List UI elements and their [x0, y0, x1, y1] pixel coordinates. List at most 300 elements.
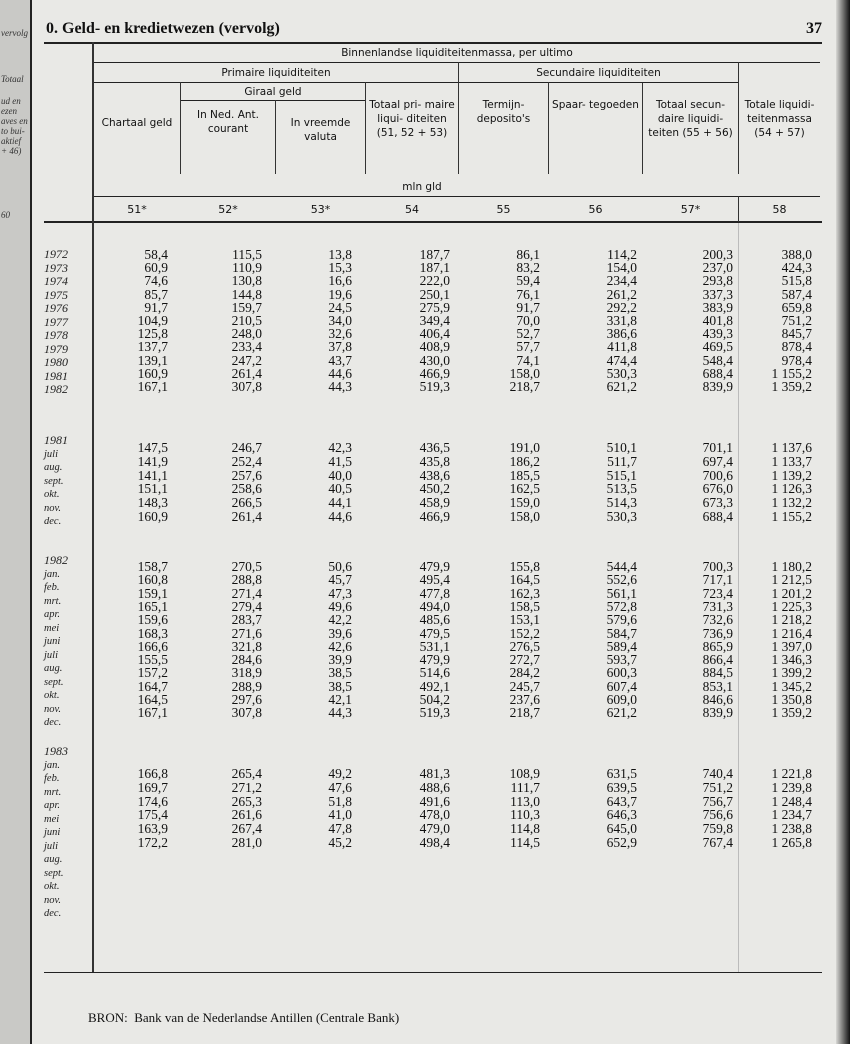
- cell: 45,2: [328, 835, 352, 850]
- cell: 111,7: [510, 779, 540, 795]
- header-primary: Primaire liquiditeiten: [221, 67, 331, 79]
- cell: 297,6: [231, 692, 262, 707]
- cell: 258,6: [231, 481, 262, 497]
- row-label: 1977: [44, 314, 68, 329]
- cell: 1 359,2: [771, 379, 812, 394]
- cell: 130,8: [231, 273, 262, 289]
- cell: 288,8: [231, 572, 262, 588]
- cell: 1 139,2: [771, 467, 812, 483]
- cell: 270,5: [231, 559, 262, 574]
- cell: 164,7: [137, 678, 168, 694]
- cell: 514,3: [606, 495, 637, 511]
- rule: [92, 62, 820, 63]
- cell: 307,8: [231, 379, 262, 394]
- cell: 515,1: [606, 467, 637, 483]
- cell: 166,8: [137, 766, 168, 781]
- cell: 271,2: [231, 779, 262, 795]
- row-label: apr.: [44, 609, 61, 620]
- cell: 74,1: [516, 352, 540, 368]
- cell: 158,7: [137, 559, 168, 574]
- margin-fragment: aktief: [1, 136, 21, 146]
- cell: 40,0: [328, 467, 352, 483]
- column-header: Totale liquidi- teitenmassa (54 + 57): [744, 99, 815, 139]
- cell: 104,9: [137, 313, 168, 328]
- cell: 167,1: [137, 705, 168, 721]
- cell: 589,4: [606, 638, 637, 654]
- cell: 1 126,3: [771, 481, 812, 497]
- cell: 731,3: [702, 598, 733, 614]
- cell: 265,4: [231, 766, 262, 781]
- cell: 631,5: [606, 766, 637, 781]
- cell: 1 212,5: [771, 572, 812, 588]
- cell: 47,3: [328, 585, 352, 601]
- cell: 50,6: [328, 559, 352, 574]
- cell: 700,3: [702, 559, 733, 574]
- cell: 659,8: [781, 299, 812, 315]
- cell: 673,3: [702, 495, 733, 511]
- cell: 288,9: [231, 678, 262, 694]
- row-label: mrt.: [44, 595, 62, 607]
- header-unit: mln gld: [402, 181, 442, 193]
- row-label: aug.: [44, 854, 63, 865]
- cell: 168,3: [137, 625, 168, 641]
- row-label: juni: [44, 827, 61, 838]
- cell: 621,2: [606, 379, 637, 394]
- cell: 164,5: [509, 572, 540, 588]
- row-label: okt.: [44, 881, 60, 892]
- cell: 621,2: [606, 705, 637, 721]
- cell: 438,6: [419, 467, 450, 483]
- cell: 477,8: [419, 585, 450, 601]
- cell: 491,6: [419, 793, 450, 809]
- row-label: nov.: [44, 894, 62, 906]
- cell: 174,6: [137, 793, 168, 809]
- cell: 498,4: [419, 835, 450, 850]
- row-label: mei: [44, 622, 60, 634]
- cell: 155,5: [137, 652, 168, 668]
- row-label: 1975: [44, 287, 68, 302]
- table-row: [92, 836, 820, 850]
- cell: 284,2: [509, 665, 540, 681]
- cell: 110,3: [510, 807, 540, 823]
- row-label: sept.: [44, 676, 64, 688]
- cell: 49,6: [328, 598, 352, 614]
- cell: 846,6: [702, 692, 733, 707]
- cell: 866,4: [702, 652, 733, 668]
- cell: 383,9: [702, 299, 733, 315]
- cell: 265,3: [231, 793, 262, 809]
- divider: [738, 196, 739, 222]
- cell: 172,2: [137, 835, 168, 850]
- cell: 247,2: [231, 352, 262, 368]
- row-label: dec.: [44, 717, 62, 728]
- cell: 406,4: [419, 326, 450, 342]
- header-secondary: Secundaire liquiditeiten: [536, 67, 661, 79]
- cell: 160,9: [137, 365, 168, 381]
- cell: 1 238,8: [771, 821, 812, 837]
- row-label: sept.: [44, 475, 64, 487]
- margin-fragment: ezen: [1, 106, 17, 116]
- cell: 37,8: [328, 339, 352, 355]
- cell: 587,4: [781, 286, 812, 302]
- cell: 139,1: [137, 352, 168, 368]
- cell: 210,5: [231, 313, 262, 328]
- cell: 584,7: [606, 625, 637, 641]
- cell: 652,9: [606, 835, 637, 850]
- cell: 186,2: [509, 453, 540, 469]
- cell: 276,5: [509, 638, 540, 654]
- cell: 478,0: [419, 807, 450, 823]
- cell: 261,6: [231, 807, 262, 823]
- cell: 1 155,2: [771, 509, 812, 524]
- cell: 337,3: [702, 286, 733, 302]
- cell: 1 350,8: [771, 692, 812, 707]
- cell: 1 180,2: [771, 559, 812, 574]
- cell: 767,4: [702, 835, 733, 850]
- rule: [92, 196, 820, 197]
- cell: 839,9: [702, 379, 733, 394]
- column-number: 54: [405, 203, 419, 216]
- margin-fragment: Totaal: [1, 74, 24, 84]
- cell: 41,0: [328, 807, 352, 823]
- cell: 185,5: [509, 467, 540, 483]
- cell: 1 234,7: [771, 807, 812, 823]
- cell: 237,6: [509, 692, 540, 707]
- margin-fragment: ud en: [1, 96, 21, 106]
- cell: 42,6: [328, 638, 352, 654]
- column-number: 52*: [218, 203, 238, 216]
- cell: 13,8: [328, 247, 352, 262]
- cell: 466,9: [419, 365, 450, 381]
- cell: 271,6: [231, 625, 262, 641]
- cell: 237,0: [702, 260, 733, 276]
- cell: 44,3: [328, 379, 352, 394]
- cell: 165,1: [137, 598, 168, 614]
- cell: 717,1: [702, 572, 733, 588]
- cell: 15,3: [328, 260, 352, 276]
- cell: 42,1: [328, 692, 352, 707]
- cell: 38,5: [328, 665, 352, 681]
- cell: 510,1: [606, 440, 637, 455]
- row-label: 1982: [44, 382, 68, 396]
- cell: 24,5: [328, 299, 352, 315]
- row-label: sept.: [44, 867, 64, 879]
- cell: 261,4: [231, 509, 262, 524]
- cell: 125,8: [137, 326, 168, 342]
- period-labels: [44, 554, 90, 730]
- cell: 701,1: [702, 440, 733, 455]
- cell: 108,9: [509, 766, 540, 781]
- column-header: Termijn- deposito's: [476, 99, 531, 125]
- cell: 1 346,3: [771, 652, 812, 668]
- cell: 424,3: [781, 260, 812, 276]
- cell: 515,8: [781, 273, 812, 289]
- cell: 401,8: [702, 313, 733, 328]
- cell: 110,9: [232, 260, 262, 276]
- cell: 159,6: [137, 612, 168, 628]
- cell: 450,2: [419, 481, 450, 497]
- cell: 293,8: [702, 273, 733, 289]
- cell: 147,5: [137, 440, 168, 455]
- cell: 115,5: [232, 247, 262, 262]
- cell: 732,6: [702, 612, 733, 628]
- cell: 600,3: [606, 665, 637, 681]
- page-title: 0. Geld- en kredietwezen (vervolg): [46, 20, 280, 37]
- row-label: nov.: [44, 703, 62, 715]
- period-labels: [44, 745, 90, 921]
- cell: 169,7: [137, 779, 168, 795]
- cell: 272,7: [509, 652, 540, 668]
- cell: 1 397,0: [771, 638, 812, 654]
- cell: 45,7: [328, 572, 352, 588]
- cell: 261,2: [606, 286, 637, 302]
- cell: 267,4: [231, 821, 262, 837]
- source-text: Bank van de Nederlandse Antillen (Centrale Bank): [134, 1010, 400, 1025]
- cell: 252,4: [231, 453, 262, 469]
- cell: 114,8: [510, 821, 540, 837]
- row-label: aug.: [44, 663, 63, 674]
- cell: 266,5: [231, 495, 262, 511]
- cell: 548,4: [702, 352, 733, 368]
- table-row: [92, 781, 820, 795]
- cell: 572,8: [606, 598, 637, 614]
- table-row: [92, 441, 820, 455]
- cell: 1 399,2: [771, 665, 812, 681]
- cell: 688,4: [702, 365, 733, 381]
- column-number: 56: [588, 203, 603, 216]
- cell: 388,0: [781, 247, 812, 262]
- header-bottom-rule: [44, 221, 822, 223]
- cell: 530,3: [606, 509, 637, 524]
- cell: 59,4: [516, 273, 540, 289]
- cell: 49,2: [328, 766, 352, 781]
- cell: 519,3: [419, 705, 450, 721]
- table-row: [92, 455, 820, 469]
- cell: 1 225,3: [771, 598, 812, 614]
- column-header: Totaal secun- daire liquidi- teiten (55 + 56): [648, 99, 733, 139]
- cell: 57,7: [516, 339, 540, 355]
- row-label: apr.: [44, 800, 61, 811]
- cell: 281,0: [231, 835, 262, 850]
- cell: 137,7: [137, 339, 168, 355]
- cell: 47,6: [328, 779, 352, 795]
- cell: 279,4: [231, 598, 262, 614]
- cell: 408,9: [419, 339, 450, 355]
- cell: 436,5: [419, 440, 450, 455]
- cell: 514,6: [419, 665, 450, 681]
- cell: 884,5: [702, 665, 733, 681]
- cell: 218,7: [509, 379, 540, 394]
- cell: 740,4: [702, 766, 733, 781]
- cell: 845,7: [781, 326, 812, 342]
- cell: 154,0: [606, 260, 637, 276]
- cell: 318,9: [231, 665, 262, 681]
- cell: 19,6: [328, 286, 352, 302]
- page-edge: [836, 0, 850, 1044]
- row-label: jan.: [44, 568, 61, 580]
- cell: 479,5: [419, 625, 450, 641]
- cell: 321,8: [231, 638, 262, 654]
- cell: 1 345,2: [771, 678, 812, 694]
- cell: 1 218,2: [771, 612, 812, 628]
- row-label: 1978: [44, 328, 68, 342]
- cell: 275,9: [419, 299, 450, 315]
- cell: 458,9: [419, 495, 450, 511]
- cell: 1 359,2: [771, 705, 812, 721]
- cell: 561,1: [606, 585, 637, 601]
- cell: 751,2: [781, 313, 812, 328]
- cell: 488,6: [419, 779, 450, 795]
- cell: 44,3: [328, 705, 352, 721]
- cell: 91,7: [144, 299, 168, 315]
- cell: 250,1: [419, 286, 450, 302]
- cell: 158,5: [509, 598, 540, 614]
- cell: 141,9: [137, 453, 168, 469]
- cell: 153,1: [509, 612, 540, 628]
- column-header: In vreemde valuta: [290, 117, 351, 143]
- cell: 257,6: [231, 467, 262, 483]
- cell: 51,8: [328, 793, 352, 809]
- cell: 700,6: [702, 467, 733, 483]
- cell: 511,7: [607, 453, 637, 469]
- column-number: 57*: [680, 203, 701, 216]
- cell: 435,8: [419, 453, 450, 469]
- top-rule: [44, 42, 822, 44]
- cell: 245,7: [509, 678, 540, 694]
- cell: 44,6: [328, 365, 352, 381]
- cell: 552,6: [606, 572, 637, 588]
- row-label: dec.: [44, 516, 62, 527]
- cell: 91,7: [516, 299, 540, 315]
- cell: 756,6: [702, 807, 733, 823]
- cell: 74,6: [144, 273, 168, 289]
- row-label: 1976: [44, 301, 68, 315]
- cell: 331,8: [606, 313, 637, 328]
- cell: 751,2: [702, 779, 733, 795]
- cell: 544,4: [606, 559, 637, 574]
- header-giraal: Giraal geld: [244, 86, 302, 98]
- cell: 1 216,4: [771, 625, 812, 641]
- cell: 978,4: [781, 352, 812, 368]
- cell: 646,3: [606, 807, 637, 823]
- cell: 159,7: [231, 299, 262, 315]
- cell: 1 248,4: [771, 793, 812, 809]
- cell: 43,7: [328, 352, 352, 368]
- cell: 160,9: [137, 509, 168, 524]
- table-row: [92, 380, 820, 394]
- cell: 144,8: [231, 286, 262, 302]
- margin-fragment: to bui-: [1, 126, 25, 136]
- year-label: 1983: [44, 744, 68, 758]
- table-row: [92, 706, 820, 720]
- cell: 479,9: [419, 652, 450, 668]
- bottom-rule: [44, 972, 822, 973]
- cell: 76,1: [516, 286, 540, 302]
- row-label: 1979: [44, 341, 68, 356]
- cell: 40,5: [328, 481, 352, 497]
- cell: 70,0: [516, 313, 540, 328]
- cell: 32,6: [328, 326, 352, 342]
- cell: 47,8: [328, 821, 352, 837]
- row-label: juli: [44, 448, 59, 460]
- row-label: juli: [44, 840, 59, 852]
- cell: 853,1: [702, 678, 733, 694]
- header-top: Binnenlandse liquiditeitenmassa, per ultimo: [341, 47, 573, 59]
- margin-fragment: aves en: [1, 116, 28, 126]
- cell: 676,0: [702, 481, 733, 497]
- cell: 292,2: [606, 299, 637, 315]
- table-row: [92, 510, 820, 524]
- cell: 151,1: [137, 481, 168, 497]
- row-label: dec.: [44, 908, 62, 919]
- page-number: 37: [806, 20, 822, 37]
- row-label: mei: [44, 813, 60, 825]
- cell: 504,2: [419, 692, 450, 707]
- cell: 1 201,2: [771, 585, 812, 601]
- cell: 609,0: [606, 692, 637, 707]
- cell: 271,4: [231, 585, 262, 601]
- cell: 1 221,8: [771, 766, 812, 781]
- column-header: Totaal pri- maire liqui- diteiten (51, 52 + 53): [369, 99, 455, 139]
- adjacent-page-margin: [0, 0, 32, 1044]
- cell: 158,0: [509, 509, 540, 524]
- column-header: Spaar- tegoeden: [552, 99, 639, 111]
- cell: 113,0: [510, 793, 540, 809]
- row-label: feb.: [44, 582, 60, 593]
- cell: 579,6: [606, 612, 637, 628]
- cell: 479,9: [419, 559, 450, 574]
- cell: 155,8: [509, 559, 540, 574]
- cell: 643,7: [606, 793, 637, 809]
- cell: 283,7: [231, 612, 262, 628]
- cell: 16,6: [328, 273, 352, 289]
- period-labels: [44, 434, 90, 529]
- cell: 878,4: [781, 339, 812, 355]
- cell: 736,9: [702, 625, 733, 641]
- cell: 494,0: [419, 598, 450, 614]
- cell: 222,0: [419, 273, 450, 289]
- cell: 44,6: [328, 509, 352, 524]
- cell: 191,0: [509, 440, 540, 455]
- row-label: jan.: [44, 759, 61, 771]
- cell: 530,3: [606, 365, 637, 381]
- cell: 593,7: [606, 652, 637, 668]
- cell: 307,8: [231, 705, 262, 721]
- cell: 349,4: [419, 313, 450, 328]
- cell: 233,4: [231, 339, 262, 355]
- cell: 39,9: [328, 652, 352, 668]
- cell: 756,7: [702, 793, 733, 809]
- row-label: juli: [44, 649, 59, 661]
- rule: [642, 82, 738, 83]
- cell: 759,8: [702, 821, 733, 837]
- cell: 162,5: [509, 481, 540, 497]
- cell: 85,7: [144, 286, 168, 302]
- cell: 159,1: [137, 585, 168, 601]
- cell: 261,4: [231, 365, 262, 381]
- row-label: juni: [44, 636, 61, 647]
- cell: 39,6: [328, 625, 352, 641]
- cell: 485,6: [419, 612, 450, 628]
- cell: 513,5: [606, 481, 637, 497]
- cell: 839,9: [702, 705, 733, 721]
- cell: 52,7: [516, 326, 540, 342]
- cell: 42,3: [328, 440, 352, 455]
- cell: 218,7: [509, 705, 540, 721]
- cell: 1 265,8: [771, 835, 812, 850]
- cell: 167,1: [137, 379, 168, 394]
- row-label: mrt.: [44, 786, 62, 798]
